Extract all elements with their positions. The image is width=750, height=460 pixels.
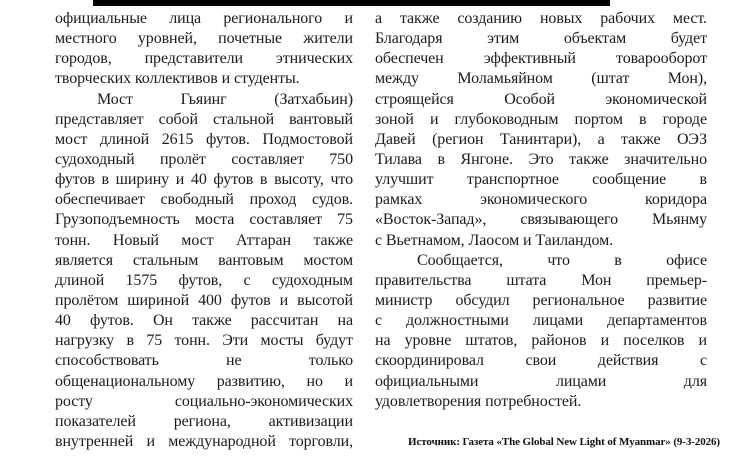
word: футов (213, 171, 254, 189)
word: судоходный (55, 150, 135, 168)
word: международной (168, 432, 276, 450)
word: шириной (127, 291, 190, 309)
word: также (399, 10, 440, 27)
word: активизации (268, 412, 353, 430)
word: тонн. (174, 332, 210, 350)
word: лицами (555, 372, 607, 390)
word: мест. (672, 10, 707, 27)
word: развитие (647, 291, 707, 309)
word: этнических (276, 50, 353, 68)
text-line (55, 231, 353, 251)
word: и (279, 291, 289, 309)
word: Аттаран (235, 231, 291, 249)
word: рамках (375, 191, 423, 209)
word: городе (662, 110, 707, 128)
word: экономического (480, 191, 588, 209)
word: с (375, 312, 383, 330)
word: Моламьяйном (457, 70, 553, 88)
word: обеспечивает (55, 191, 145, 209)
word: Особой (504, 90, 555, 108)
word: Мост (97, 90, 133, 108)
word: городов, (55, 50, 112, 68)
word: с (243, 271, 251, 289)
word: также (621, 130, 661, 148)
word: 400 (198, 291, 222, 309)
word: способствовать (55, 352, 159, 370)
word: и (146, 432, 155, 450)
word: рассчитан (250, 312, 319, 330)
word: лицами (532, 312, 584, 330)
text-line (55, 392, 353, 412)
word: 2615 (161, 130, 194, 148)
word: футов, (178, 271, 223, 289)
text-line (375, 291, 707, 311)
word: «Восток-Запад», (375, 211, 487, 229)
word: экономической (605, 90, 707, 108)
text-line (375, 331, 707, 351)
word: официальными (375, 372, 479, 390)
text-line (375, 49, 707, 69)
text-line (375, 311, 707, 331)
word: и (429, 110, 439, 128)
word: с (699, 352, 707, 370)
word: будут (315, 332, 353, 350)
word: в (126, 332, 134, 350)
word: развитию, (216, 372, 285, 390)
word: глубоководным (454, 110, 559, 128)
word: для (683, 372, 707, 390)
word: и (698, 332, 707, 350)
word: регионального (223, 10, 323, 27)
word: судов. (311, 191, 353, 209)
word: также (313, 231, 353, 249)
word: рабочих (600, 10, 655, 27)
word: вантовый (289, 110, 353, 128)
text-line: удовлетворения потребностей. (375, 392, 582, 410)
word: Эти (222, 332, 249, 350)
word: ширину (115, 171, 170, 189)
word: стальным (132, 251, 199, 269)
text-line (55, 432, 353, 452)
word: Гьяинг (180, 90, 227, 108)
word: внутренней (55, 432, 134, 450)
text-line (55, 150, 353, 170)
word: значительно (624, 150, 707, 168)
word: официальные (55, 10, 147, 27)
text-line (375, 251, 707, 271)
word: 75 (337, 211, 353, 229)
word: региональное (532, 291, 625, 309)
word: также (569, 150, 609, 168)
word: составляет (249, 211, 323, 229)
word: объектам (563, 30, 627, 48)
text-line (375, 351, 707, 371)
word: показателей (55, 412, 136, 430)
word: не (226, 352, 242, 370)
text-line (375, 29, 707, 49)
text-column-left (55, 9, 353, 452)
word: скоординировал (375, 352, 484, 370)
word: футов. (206, 130, 250, 148)
word: и (344, 10, 353, 27)
word: 40 (190, 171, 207, 189)
word: почетные (218, 30, 283, 48)
text-line (55, 9, 353, 29)
word: лица (169, 10, 202, 27)
word: штатов, (465, 332, 518, 350)
word: и (600, 332, 610, 350)
word: 750 (329, 150, 353, 168)
word: поселков (623, 332, 685, 350)
word: и (344, 372, 353, 390)
word: в (699, 171, 707, 189)
word: будет (670, 30, 707, 48)
word: созданию (457, 10, 523, 27)
word: что (330, 171, 353, 189)
word: моста (194, 211, 235, 229)
word: Мон (581, 271, 612, 289)
word: представляет (55, 110, 144, 128)
word: (Затхабьин) (274, 90, 353, 108)
text-line (55, 49, 353, 69)
text-line (375, 9, 707, 29)
word: уровней, (137, 30, 197, 48)
word: Новый (112, 231, 159, 249)
word: росту (55, 392, 93, 410)
word: и (175, 171, 185, 189)
word: 1575 (125, 271, 158, 289)
word: Мьянму (652, 211, 707, 229)
word: составляет (231, 150, 304, 168)
text-line: творческих коллективов и студенты. (55, 70, 300, 88)
text-line (375, 372, 707, 392)
word: Янгоне. (460, 150, 513, 168)
word: общенациональному (55, 372, 196, 390)
word: длиной (55, 271, 105, 289)
text-line (375, 271, 707, 291)
word: высоту, (274, 171, 324, 189)
word: строящейся (375, 90, 454, 108)
word: 40 (55, 312, 71, 330)
word: является (55, 251, 113, 269)
word: футов. (90, 312, 134, 330)
word: Сообщается, (417, 251, 503, 269)
word: проход (249, 191, 297, 209)
word: правительства (375, 271, 472, 289)
word: Он (152, 312, 173, 330)
word: судоходным (271, 271, 353, 289)
word: транспортное (466, 171, 559, 189)
word: ОЭЗ (676, 130, 707, 148)
word: этим (487, 30, 520, 48)
word: футов (230, 291, 271, 309)
word: Грузоподъемность (55, 211, 180, 229)
word: департаментов (607, 312, 707, 330)
word: в (614, 251, 622, 269)
word: вантовым (218, 251, 284, 269)
word: на (337, 312, 353, 330)
word: региона, (173, 412, 231, 430)
word: районов (531, 332, 587, 350)
word: в (101, 171, 109, 189)
word: жители (303, 30, 353, 48)
word: обеспечен (375, 50, 444, 68)
word: местного (55, 30, 117, 48)
text-line (55, 372, 353, 392)
word: зоной (375, 110, 414, 128)
word: что (547, 251, 570, 269)
word: в (639, 110, 647, 128)
word: Благодаря (375, 30, 443, 48)
word: а (597, 130, 605, 148)
word: (регион (432, 130, 484, 148)
text-line (55, 170, 353, 190)
text-line (375, 69, 707, 89)
text-line (375, 190, 707, 210)
word: на (375, 332, 391, 350)
text-line (55, 190, 353, 210)
text-line (55, 331, 353, 351)
cropped-image-bottom-edge (93, 0, 610, 6)
text-line (375, 90, 707, 110)
word: футов (55, 171, 95, 189)
word: пролёт (159, 150, 206, 168)
word: 75 (146, 332, 163, 350)
word: портом (574, 110, 623, 128)
text-line (375, 130, 707, 150)
source-citation: Источник: Газета «The Global New Light of Myanmar» (9-3-2026) (408, 436, 720, 448)
word: между (375, 70, 419, 88)
text-line (55, 29, 353, 49)
word: премьер- (646, 271, 707, 289)
word: торговли, (289, 432, 353, 450)
text-line (375, 210, 707, 230)
word: обсудил (455, 291, 510, 309)
word: также (192, 312, 232, 330)
word: сообщение (592, 171, 667, 189)
word: товарооборот (616, 50, 707, 68)
word: новых (539, 10, 583, 27)
word: социально-экономических (174, 392, 353, 410)
text-line: с Вьетнамом, Лаосом и Таиландом. (375, 231, 614, 249)
word: свои (525, 352, 557, 370)
word: коридора (645, 191, 707, 209)
word: тонн. (55, 231, 91, 249)
word: улучшит (375, 171, 434, 189)
text-line (55, 110, 353, 130)
word: Тилава (375, 150, 422, 168)
word: мост (181, 231, 214, 249)
text-line (55, 351, 353, 371)
word: Мон), (667, 70, 707, 88)
word: министр (375, 291, 433, 309)
word: эффективный (483, 50, 576, 68)
word: Подмостовой (262, 130, 353, 148)
word: в (437, 150, 445, 168)
word: уровне (404, 332, 452, 350)
word: представители (144, 50, 244, 68)
text-line (55, 210, 353, 230)
word: длиной (99, 130, 150, 148)
word: офисе (666, 251, 707, 269)
word: пролётом (55, 291, 119, 309)
word: но (306, 372, 323, 390)
word: связывающего (520, 211, 618, 229)
word: мост (55, 130, 88, 148)
text-column-right (375, 9, 707, 412)
word: штата (506, 271, 547, 289)
text-line (55, 130, 353, 150)
word: мостом (303, 251, 353, 269)
text-line (375, 150, 707, 170)
text-line (375, 170, 707, 190)
word: Давей (375, 130, 416, 148)
text-line (55, 90, 353, 110)
word: свободный (160, 191, 234, 209)
word: Это (528, 150, 554, 168)
word: высотой (297, 291, 353, 309)
text-line (55, 412, 353, 432)
word: в (259, 171, 268, 189)
text-line (55, 271, 353, 291)
word: действия (597, 352, 659, 370)
word: должностными (406, 312, 509, 330)
text-line (375, 110, 707, 130)
word: стальной (212, 110, 275, 128)
word: только (308, 352, 353, 370)
word: Танинтари), (499, 130, 582, 148)
text-line (55, 251, 353, 271)
word: собой (158, 110, 198, 128)
word: мосты (260, 332, 304, 350)
word: а (375, 10, 383, 27)
word: нагрузку (55, 332, 115, 350)
text-line (55, 311, 353, 331)
word: (штат (591, 70, 630, 88)
text-line (55, 291, 353, 311)
